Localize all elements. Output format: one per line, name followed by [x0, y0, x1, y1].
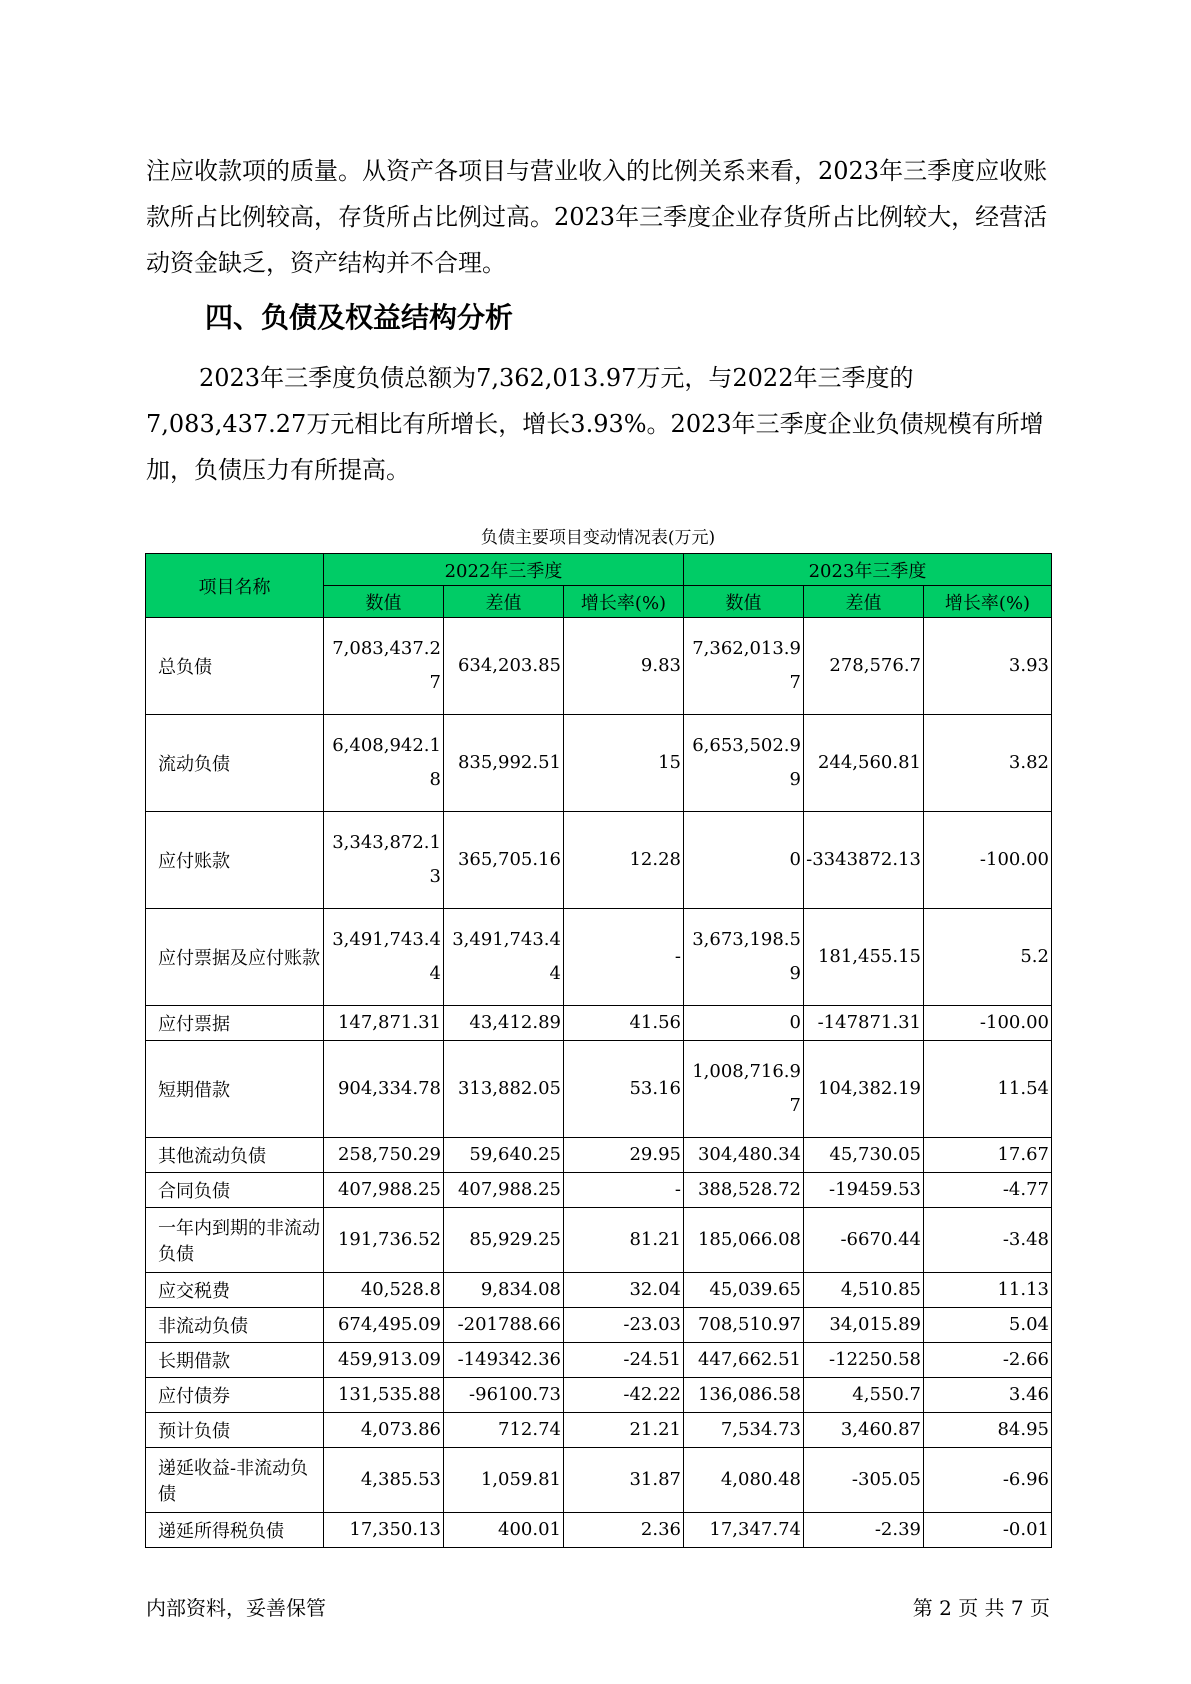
cell-value: -100.00 [979, 849, 1049, 870]
row-value-cell [804, 1173, 924, 1208]
row-value-cell [684, 1208, 804, 1273]
sub-header: 差值 [444, 586, 564, 618]
row-value-cell [564, 715, 684, 812]
cell-value: 59,640.25 [469, 1144, 561, 1165]
row-value-cell [924, 1413, 1052, 1448]
cell-value: 3.82 [1008, 752, 1049, 773]
row-value-cell [924, 1448, 1052, 1513]
cell-value: 11.13 [997, 1279, 1049, 1300]
cell-value: -6670.44 [840, 1229, 921, 1250]
row-value-cell [804, 1041, 924, 1138]
row-value-cell [804, 1308, 924, 1343]
row-value-cell [804, 1378, 924, 1413]
cell-value: 3,491,743.44 [452, 929, 561, 984]
cell-value: 12.28 [629, 849, 681, 870]
cell-value: 4,073.86 [360, 1419, 441, 1440]
cell-value: 29.95 [629, 1144, 681, 1165]
row-item-name: 应付账款 [146, 812, 324, 909]
cell-value: 7,362,013.97 [692, 638, 801, 693]
row-value-cell [444, 1308, 564, 1343]
period-header-2023: 2023年三季度 [684, 554, 1052, 586]
row-value-cell [444, 1513, 564, 1548]
row-value-cell [924, 1138, 1052, 1173]
row-value-cell [324, 1343, 444, 1378]
row-value-cell [924, 1343, 1052, 1378]
row-value-cell [564, 909, 684, 1006]
cell-value: -96100.73 [469, 1384, 561, 1405]
cell-value: 32.04 [629, 1279, 681, 1300]
row-value-cell [564, 1138, 684, 1173]
cell-value: 5.04 [1008, 1314, 1049, 1335]
table-row [146, 909, 1052, 1006]
row-item-name: 总负债 [146, 618, 324, 715]
cell-value: -19459.53 [829, 1179, 921, 1200]
row-item-name: 应交税费 [146, 1273, 324, 1308]
intro-paragraph: 注应收款项的质量。从资产各项目与营业收入的比例关系来看，2023年三季度应收账款所占比例较高，存货所占比例过高。2023年三季度企业存货所占比例较大，经营活动资金缺乏，资产结构并不合理。 [146, 157, 1048, 277]
row-value-cell [324, 1378, 444, 1413]
row-item-name: 非流动负债 [146, 1308, 324, 1343]
row-item-name: 一年内到期的非流动负债 [146, 1208, 324, 1273]
cell-value: 708,510.97 [697, 1314, 801, 1335]
cell-value: 835,992.51 [457, 752, 561, 773]
cell-value: 7,083,437.27 [332, 638, 441, 693]
row-value-cell [324, 1413, 444, 1448]
table-row [146, 1378, 1052, 1413]
row-value-cell [924, 1006, 1052, 1041]
cell-value: -23.03 [623, 1314, 681, 1335]
row-value-cell [564, 812, 684, 909]
cell-value: 131,535.88 [337, 1384, 441, 1405]
row-value-cell [564, 1513, 684, 1548]
row-value-cell [564, 1378, 684, 1413]
row-value-cell [684, 812, 804, 909]
cell-value: 81.21 [629, 1229, 681, 1250]
row-value-cell [564, 1173, 684, 1208]
row-value-cell [684, 618, 804, 715]
table-row [146, 1448, 1052, 1513]
cell-value: 459,913.09 [337, 1349, 441, 1370]
table-row [146, 1343, 1052, 1378]
cell-value: 41.56 [629, 1012, 681, 1033]
row-value-cell [564, 1448, 684, 1513]
cell-value: 85,929.25 [469, 1229, 561, 1250]
row-value-cell [684, 1041, 804, 1138]
row-value-cell [324, 812, 444, 909]
cell-value: 147,871.31 [337, 1012, 441, 1033]
row-value-cell [804, 1413, 924, 1448]
cell-value: 43,412.89 [469, 1012, 561, 1033]
row-value-cell [804, 1343, 924, 1378]
cell-value: 304,480.34 [697, 1144, 801, 1165]
row-value-cell [924, 1308, 1052, 1343]
row-value-cell [924, 1378, 1052, 1413]
row-item-name: 短期借款 [146, 1041, 324, 1138]
row-value-cell [804, 1448, 924, 1513]
row-value-cell [444, 1378, 564, 1413]
cell-value: -4.77 [1002, 1179, 1049, 1200]
cell-value: 7,534.73 [720, 1419, 801, 1440]
row-value-cell [564, 1273, 684, 1308]
sub-header: 差值 [804, 586, 924, 618]
row-value-cell [444, 1041, 564, 1138]
row-value-cell [444, 1343, 564, 1378]
cell-value: 6,653,502.99 [692, 735, 801, 790]
row-value-cell [924, 1041, 1052, 1138]
row-value-cell [324, 1273, 444, 1308]
row-value-cell [684, 1513, 804, 1548]
sub-header: 增长率(%) [924, 586, 1052, 618]
row-value-cell [924, 812, 1052, 909]
cell-value: -42.22 [623, 1384, 681, 1405]
row-value-cell [444, 909, 564, 1006]
cell-value: -149342.36 [457, 1349, 561, 1370]
cell-value: 0 [789, 1012, 801, 1033]
row-item-name: 应付债券 [146, 1378, 324, 1413]
period-header-2022: 2022年三季度 [324, 554, 684, 586]
cell-value: -305.05 [851, 1469, 921, 1490]
row-value-cell [924, 618, 1052, 715]
row-item-name: 合同负债 [146, 1173, 324, 1208]
cell-value: - [674, 946, 681, 967]
cell-value: 4,080.48 [720, 1469, 801, 1490]
row-value-cell [684, 1343, 804, 1378]
cell-value: 407,988.25 [337, 1179, 441, 1200]
cell-value: 104,382.19 [817, 1078, 921, 1099]
cell-value: -24.51 [623, 1349, 681, 1370]
liability-table [145, 553, 1052, 1548]
cell-value: 388,528.72 [697, 1179, 801, 1200]
cell-value: -100.00 [979, 1012, 1049, 1033]
footer-page-number: 第 2 页 共 7 页 [912, 1596, 1050, 1620]
cell-value: 45,039.65 [709, 1279, 801, 1300]
cell-value: 3,491,743.44 [332, 929, 441, 984]
cell-value: 34,015.89 [829, 1314, 921, 1335]
row-item-name: 其他流动负债 [146, 1138, 324, 1173]
row-value-cell [684, 715, 804, 812]
row-value-cell [444, 1448, 564, 1513]
cell-value: 9.83 [640, 655, 681, 676]
cell-value: -6.96 [1002, 1469, 1049, 1490]
table-row [146, 1308, 1052, 1343]
row-value-cell [924, 909, 1052, 1006]
cell-value: 17.67 [997, 1144, 1049, 1165]
cell-value: 136,086.58 [697, 1384, 801, 1405]
cell-value: 185,066.08 [697, 1229, 801, 1250]
row-value-cell [804, 618, 924, 715]
cell-value: 3,673,198.59 [692, 929, 801, 984]
cell-value: -3343872.13 [806, 849, 921, 870]
row-value-cell [444, 618, 564, 715]
cell-value: 21.21 [629, 1419, 681, 1440]
cell-value: 6,408,942.18 [332, 735, 441, 790]
cell-value: -12250.58 [829, 1349, 921, 1370]
cell-value: -3.48 [1002, 1229, 1049, 1250]
row-value-cell [324, 1513, 444, 1548]
cell-value: 447,662.51 [697, 1349, 801, 1370]
table-row [146, 1041, 1052, 1138]
cell-value: 3.46 [1008, 1384, 1049, 1405]
row-item-name: 预计负债 [146, 1413, 324, 1448]
row-value-cell [804, 1273, 924, 1308]
row-value-cell [804, 909, 924, 1006]
row-value-cell [684, 1413, 804, 1448]
cell-value: 11.54 [997, 1078, 1049, 1099]
row-value-cell [444, 1208, 564, 1273]
row-value-cell [324, 715, 444, 812]
cell-value: 53.16 [629, 1078, 681, 1099]
cell-value: 4,550.7 [852, 1384, 921, 1405]
row-value-cell [324, 1173, 444, 1208]
sub-header: 增长率(%) [564, 586, 684, 618]
section-heading: 四、负债及权益结构分析 [205, 301, 514, 334]
table-row [146, 618, 1052, 715]
cell-value: -201788.66 [457, 1314, 561, 1335]
row-value-cell [444, 715, 564, 812]
row-value-cell [324, 618, 444, 715]
cell-value: 904,334.78 [337, 1078, 441, 1099]
cell-value: 400.01 [498, 1519, 561, 1540]
row-value-cell [444, 1273, 564, 1308]
sub-header: 数值 [684, 586, 804, 618]
table-row [146, 715, 1052, 812]
row-value-cell [564, 618, 684, 715]
row-value-cell [924, 1173, 1052, 1208]
row-value-cell [804, 1138, 924, 1173]
table-row [146, 1006, 1052, 1041]
cell-value: 3,460.87 [840, 1419, 921, 1440]
row-value-cell [684, 1138, 804, 1173]
row-value-cell [924, 715, 1052, 812]
row-value-cell [924, 1273, 1052, 1308]
row-value-cell [684, 1308, 804, 1343]
row-value-cell [324, 1138, 444, 1173]
row-value-cell [564, 1208, 684, 1273]
cell-value: 40,528.8 [360, 1279, 441, 1300]
item-name-header: 项目名称 [146, 554, 324, 618]
cell-value: -0.01 [1002, 1519, 1049, 1540]
cell-value: 45,730.05 [829, 1144, 921, 1165]
row-value-cell [684, 1006, 804, 1041]
cell-value: 674,495.09 [337, 1314, 441, 1335]
row-value-cell [324, 909, 444, 1006]
row-value-cell [564, 1343, 684, 1378]
row-value-cell [444, 1006, 564, 1041]
row-value-cell [324, 1308, 444, 1343]
cell-value: 244,560.81 [817, 752, 921, 773]
cell-value: 3.93 [1008, 655, 1049, 676]
cell-value: 634,203.85 [457, 655, 561, 676]
cell-value: 17,347.74 [709, 1519, 801, 1540]
row-value-cell [444, 1413, 564, 1448]
row-value-cell [684, 1448, 804, 1513]
table-row [146, 1173, 1052, 1208]
cell-value: - [674, 1179, 681, 1200]
row-value-cell [564, 1041, 684, 1138]
row-value-cell [924, 1513, 1052, 1548]
row-value-cell [684, 909, 804, 1006]
row-value-cell [684, 1273, 804, 1308]
row-value-cell [804, 1006, 924, 1041]
row-item-name: 长期借款 [146, 1343, 324, 1378]
row-value-cell [804, 715, 924, 812]
footer-confidential: 内部资料，妥善保管 [146, 1596, 326, 1620]
cell-value: 0 [789, 849, 801, 870]
cell-value: 4,510.85 [840, 1279, 921, 1300]
cell-value: 712.74 [498, 1419, 561, 1440]
row-value-cell [324, 1448, 444, 1513]
row-item-name: 递延收益-非流动负债 [146, 1448, 324, 1513]
row-value-cell [324, 1208, 444, 1273]
cell-value: 258,750.29 [337, 1144, 441, 1165]
cell-value: 2.36 [640, 1519, 681, 1540]
cell-value: 1,008,716.97 [692, 1061, 801, 1116]
row-value-cell [564, 1413, 684, 1448]
cell-value: 15 [658, 752, 681, 773]
row-value-cell [444, 812, 564, 909]
cell-value: 181,455.15 [817, 946, 921, 967]
cell-value: -2.39 [874, 1519, 921, 1540]
cell-value: 407,988.25 [457, 1179, 561, 1200]
cell-value: 9,834.08 [480, 1279, 561, 1300]
table-row [146, 1413, 1052, 1448]
cell-value: 5.2 [1020, 946, 1049, 967]
cell-value: 4,385.53 [360, 1469, 441, 1490]
cell-value: 1,059.81 [480, 1469, 561, 1490]
cell-value: 365,705.16 [457, 849, 561, 870]
table-row [146, 1513, 1052, 1548]
row-item-name: 应付票据及应付账款 [146, 909, 324, 1006]
cell-value: 191,736.52 [337, 1229, 441, 1250]
row-value-cell [564, 1308, 684, 1343]
table-caption: 负债主要项目变动情况表(万元) [480, 528, 716, 548]
cell-value: 313,882.05 [457, 1078, 561, 1099]
row-value-cell [924, 1208, 1052, 1273]
row-value-cell [324, 1041, 444, 1138]
row-value-cell [444, 1138, 564, 1173]
table-row [146, 1138, 1052, 1173]
row-value-cell [324, 1006, 444, 1041]
liability-paragraph: 2023年三季度负债总额为7,362,013.97万元，与2022年三季度的7,083,437.27万元相比有所增长，增长3.93%。2023年三季度企业负债规模有所增加，负债压力有所提高。 [146, 364, 1044, 484]
cell-value: 17,350.13 [349, 1519, 441, 1540]
row-item-name: 流动负债 [146, 715, 324, 812]
row-value-cell [804, 1513, 924, 1548]
sub-header: 数值 [324, 586, 444, 618]
cell-value: 31.87 [629, 1469, 681, 1490]
cell-value: -147871.31 [817, 1012, 921, 1033]
cell-value: 84.95 [997, 1419, 1049, 1440]
cell-value: 278,576.7 [829, 655, 921, 676]
row-item-name: 递延所得税负债 [146, 1513, 324, 1548]
table-row [146, 812, 1052, 909]
row-value-cell [684, 1378, 804, 1413]
row-item-name: 应付票据 [146, 1006, 324, 1041]
cell-value: -2.66 [1002, 1349, 1049, 1370]
row-value-cell [804, 1208, 924, 1273]
table-row [146, 1208, 1052, 1273]
row-value-cell [684, 1173, 804, 1208]
cell-value: 3,343,872.13 [332, 832, 441, 887]
table-row [146, 1273, 1052, 1308]
row-value-cell [804, 812, 924, 909]
row-value-cell [564, 1006, 684, 1041]
row-value-cell [444, 1173, 564, 1208]
